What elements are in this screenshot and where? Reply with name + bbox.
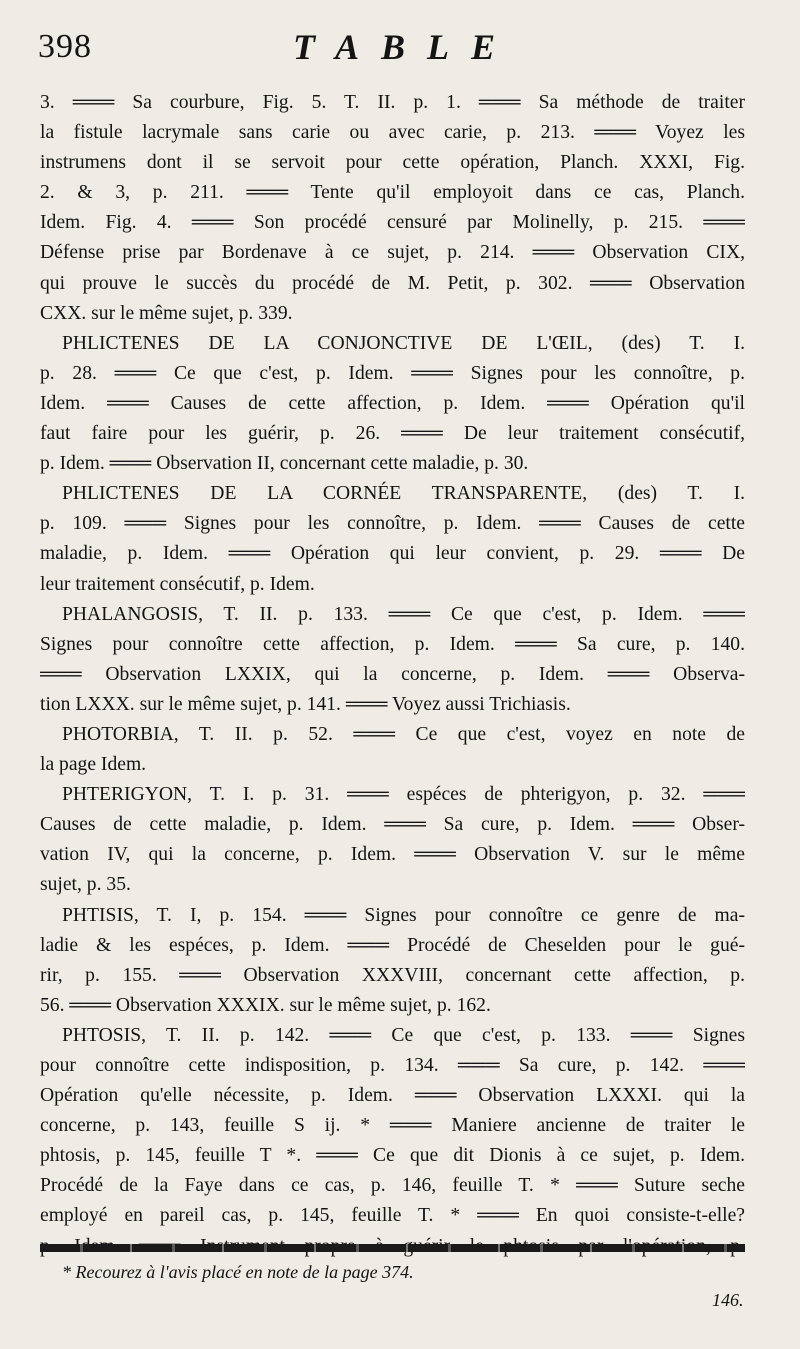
text-line: ═══ Observation LXXIX, qui la concerne, p. Idem. ═══ Observa- bbox=[40, 663, 745, 685]
text-line: ladie & les espéces, p. Idem. ═══ Procédé de Cheselden pour le gué- bbox=[40, 934, 745, 956]
text-line: rir, p. 155. ═══ Observation XXXVIII, concernant cette affection, p. bbox=[40, 964, 745, 986]
text-line: Idem. ═══ Causes de cette affection, p. Idem. ═══ Opération qu'il bbox=[40, 392, 745, 414]
text-line: Signes pour connoître cette affection, p. Idem. ═══ Sa cure, p. 140. bbox=[40, 633, 745, 655]
entry-heading: PHTERIGYON, T. I. p. 31. ═══ espéces de phterigyon, p. 32. ═══ bbox=[62, 784, 745, 806]
text-line: 56. ═══ Observation XXXIX. sur le même sujet, p. 162. bbox=[40, 994, 491, 1016]
page-number: 398 bbox=[38, 28, 92, 65]
text-line: 3. ═══ Sa courbure, Fig. 5. T. II. p. 1. ═══ Sa méthode de traiter bbox=[40, 92, 745, 113]
entry-heading: PHLICTENES DE LA CONJONCTIVE DE L'ŒIL, (des) T. I. bbox=[62, 332, 745, 354]
text-line: maladie, p. Idem. ═══ Opération qui leur convient, p. 29. ═══ De bbox=[40, 543, 745, 565]
ornamental-rule bbox=[40, 1244, 745, 1252]
text-line: concerne, p. 143, feuille S ij. * ═══ Maniere ancienne de traiter le bbox=[40, 1115, 745, 1137]
text-line: p. Idem. ═══ Observation II, concernant cette maladie, p. 30. bbox=[40, 453, 529, 475]
signature-mark: 146. bbox=[712, 1290, 744, 1310]
text-line: tion LXXX. sur le même sujet, p. 141. ═══ Voyez aussi Trichiasis. bbox=[40, 693, 571, 715]
footnote: * Recourez à l'avis placé en note de la page 374. bbox=[62, 1262, 414, 1282]
entry-heading: PHTOSIS, T. II. p. 142. ═══ Ce que c'est, p. 133. ═══ Signes bbox=[62, 1024, 745, 1046]
text-line: Idem. Fig. 4. ═══ Son procédé censuré par Molinelly, p. 215. ═══ bbox=[40, 212, 745, 234]
page-header bbox=[38, 22, 778, 72]
text-line: vation IV, qui la concerne, p. Idem. ═══ Observation V. sur le même bbox=[40, 844, 745, 866]
entry-heading: PHALANGOSIS, T. II. p. 133. ═══ Ce que c'est, p. Idem. ═══ bbox=[62, 603, 745, 625]
text-line: 2. & 3, p. 211. ═══ Tente qu'il employoit dans ce cas, Planch. bbox=[40, 182, 745, 204]
text-line: phtosis, p. 145, feuille T *. ═══ Ce que dit Dionis à ce sujet, p. Idem. bbox=[40, 1145, 745, 1167]
entry-heading: PHLICTENES DE LA CORNÉE TRANSPARENTE, (des) T. I. bbox=[62, 483, 745, 505]
text-line: Causes de cette maladie, p. Idem. ═══ Sa cure, p. Idem. ═══ Obser- bbox=[40, 814, 745, 836]
text-line: p. 28. ═══ Ce que c'est, p. Idem. ═══ Signes pour les connoître, p. bbox=[40, 362, 745, 384]
text-line: Défense prise par Bordenave à ce sujet, p. 214. ═══ Observation CIX, bbox=[40, 242, 745, 264]
text-line: Opération qu'elle nécessite, p. Idem. ═══ Observation LXXXI. qui la bbox=[40, 1085, 745, 1107]
index-text bbox=[40, 88, 745, 1262]
text-line: employé en pareil cas, p. 145, feuille T. * ═══ En quoi consiste-t-elle? bbox=[40, 1205, 745, 1227]
running-title: TABLE bbox=[293, 27, 518, 67]
text-line: sujet, p. 35. bbox=[40, 874, 131, 896]
text-line: leur traitement consécutif, p. Idem. bbox=[40, 573, 315, 595]
entry-heading: PHTISIS, T. I, p. 154. ═══ Signes pour connoître ce genre de ma- bbox=[62, 904, 745, 926]
text-line: faut faire pour les guérir, p. 26. ═══ De leur traitement consécutif, bbox=[40, 423, 745, 445]
text-line: la page Idem. bbox=[40, 754, 147, 776]
text-line: Procédé de la Faye dans ce cas, p. 146, feuille T. * ═══ Suture seche bbox=[40, 1175, 745, 1197]
text-line: CXX. sur le même sujet, p. 339. bbox=[40, 302, 293, 324]
entry-heading: PHOTORBIA, T. II. p. 52. ═══ Ce que c'est, voyez en note de bbox=[62, 723, 745, 745]
text-line: instrumens dont il se servoit pour cette opération, Planch. XXXI, Fig. bbox=[40, 152, 745, 174]
text-line: la fistule lacrymale sans carie ou avec carie, p. 213. ═══ Voyez les bbox=[40, 122, 745, 144]
text-line: qui prouve le succès du procédé de M. Petit, p. 302. ═══ Observation bbox=[40, 272, 745, 294]
text-line: p. 109. ═══ Signes pour les connoître, p. Idem. ═══ Causes de cette bbox=[40, 513, 745, 535]
text-line: pour connoître cette indisposition, p. 134. ═══ Sa cure, p. 142. ═══ bbox=[40, 1055, 745, 1076]
